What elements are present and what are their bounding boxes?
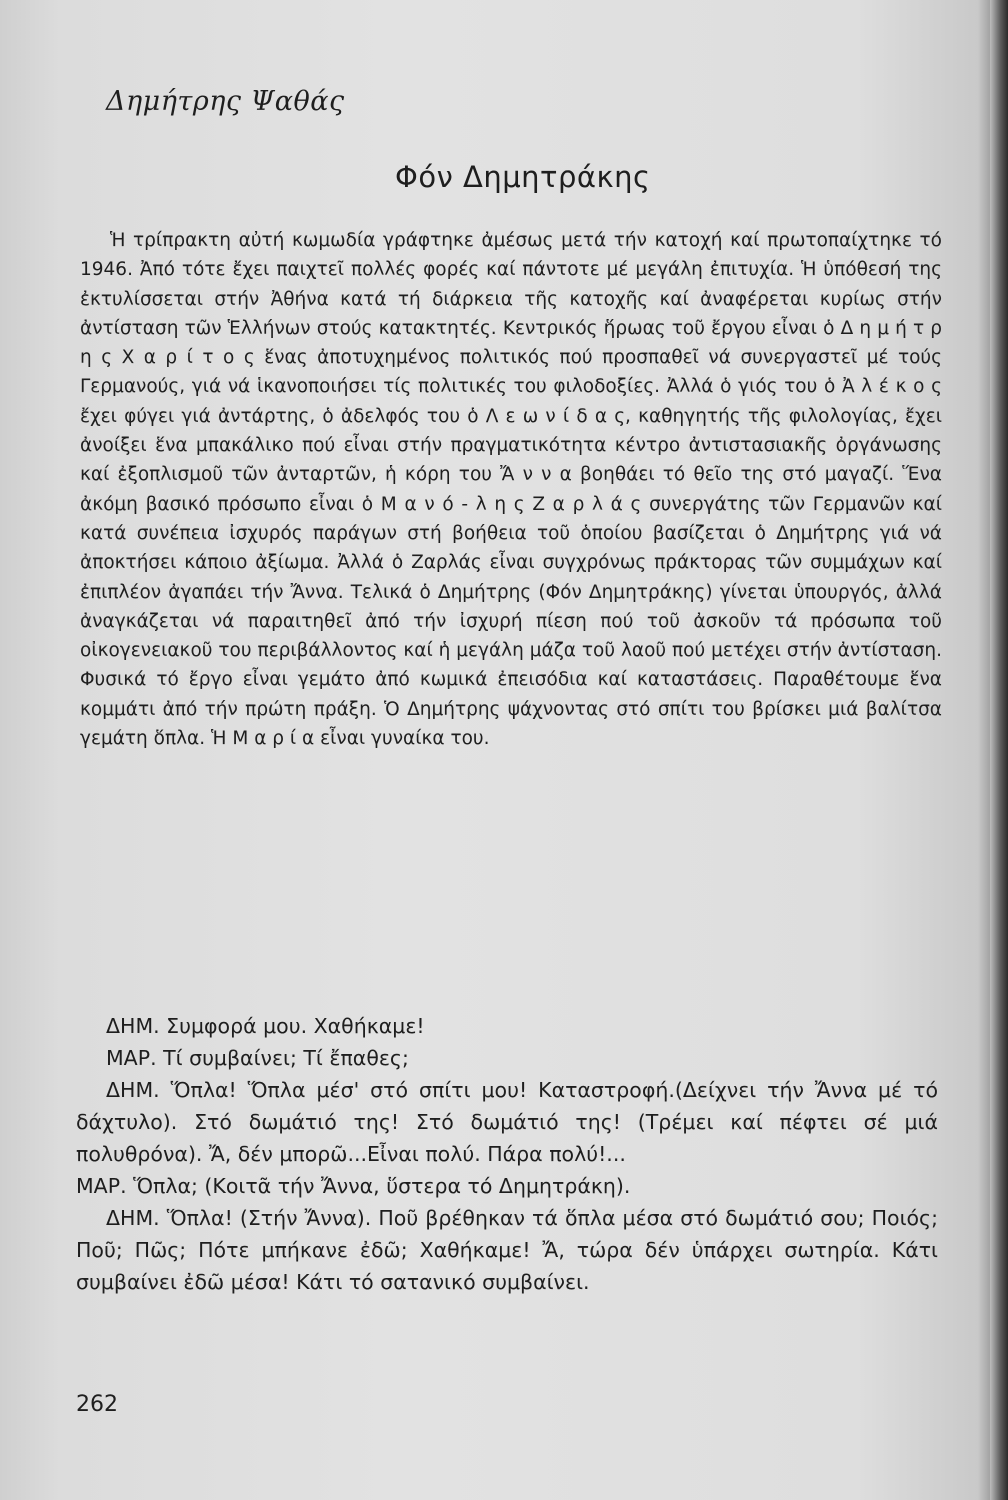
intro-section: [80, 226, 942, 753]
dialogue-line: ΜΑΡ. Τί συμβαίνει; Τί ἔπαθες;: [106, 1046, 409, 1070]
dialogue-section: [76, 1010, 938, 1298]
author-name: Δημήτρης Ψαθάς: [106, 86, 345, 117]
page-number: 262: [76, 1392, 118, 1417]
play-title: Φόν Δημητράκης: [395, 160, 651, 194]
dialogue-line: ΔΗΜ. Ὅπλα! (Στήν Ἄννα). Ποῦ βρέθηκαν τά ὅπλα μέσα στό δωμάτιό σου; Ποιός; Ποῦ; Πῶς; Πότε μπήκανε ἐδῶ; Χαθήκαμε! Ἄ, τώρα δέν ὑπάρχει σωτηρία. Κάτι συμβαίνει ἐδῶ μέσα! Κάτι τό σατανικό συμβαίνει.: [76, 1206, 938, 1294]
dialogue-line: ΔΗΜ. Συμφορά μου. Χαθήκαμε!: [106, 1014, 425, 1038]
dialogue-line: ΜΑΡ. Ὅπλα; (Κοιτᾶ τήν Ἄννα, ὕστερα τό Δημητράκη).: [76, 1174, 631, 1198]
dialogue-line: ΔΗΜ. Ὅπλα! Ὅπλα μέσ' στό σπίτι μου! Καταστροφή.(Δείχνει τήν Ἄννα μέ τό δάχτυλο). Στό δωμάτιό της! Στό δωμάτιό της! (Τρέμει καί πέφτει σέ μιά πολυθρόνα). Ἄ, δέν μπορῶ...Εἶναι πολύ. Πάρα πολύ!...: [76, 1078, 938, 1166]
intro-paragraph: Ἡ τρίπρακτη αὐτή κωμωδία γράφτηκε ἀμέσως μετά τήν κατοχή καί πρωτοπαίχτηκε τό 1946. Ἀπό τότε ἔχει παιχτεῖ πολλές φορές καί πάντοτε μέ μεγάλη ἐπιτυχία. Ἡ ὑπόθεσή της ἐκτυλίσσεται στήν Ἀθήνα κατά τή διάρκεια τῆς κατοχῆς καί ἀναφέρεται κυρίως στήν ἀντίσταση τῶν Ἑλλήνων στούς κατακτητές. Κεντρικός ἥρωας τοῦ ἔργου εἶναι ὁ Δ η μ ή τ ρ η ς Χ α ρ ί τ ο ς ἕνας ἀποτυχημένος πολιτικός πού προσπαθεῖ νά συνεργαστεῖ μέ τούς Γερμανούς, γιά νά ἱκανοποιήσει τίς πολιτικές του φιλοδοξίες. Ἀλλά ὁ γιός του ὁ Ἀ λ έ κ ο ς ἔχει φύγει γιά ἀντάρτης, ὁ ἀδελφός του ὁ Λ ε ω ν ί δ α ς, καθηγητής τῆς φιλολογίας, ἔχει ἀνοίξει ἕνα μπακάλικο πού εἶναι στήν πραγματικότητα κέντρο ἀντιστασιακῆς ὀργάνωσης καί ἐξοπλισμοῦ τῶν ἀνταρτῶν, ἡ κόρη του Ἄ ν ν α βοηθάει τό θεῖο της στό μαγαζί. Ἕνα ἀκόμη βασικό πρόσωπο εἶναι ὁ Μ α ν ό - λ η ς Ζ α ρ λ ά ς συνεργάτης τῶν Γερμανῶν καί κατά συνέπεια ἰσχυρός παράγων στή βοήθεια τοῦ ὁποίου βασίζεται ὁ Δημήτρης γιά νά ἀποκτήσει κάποιο ἀξίωμα. Ἀλλά ὁ Ζαρλάς εἶναι συγχρόνως πράκτορας τῶν συμμάχων καί ἐπιπλέον ἀγαπάει τήν Ἄννα. Τελικά ὁ Δημήτρης (Φόν Δημητράκης) γίνεται ὑπουργός, ἀλλά ἀναγκάζεται νά παραιτηθεῖ ἀπό τήν ἰσχυρή πίεση πού τοῦ ἀσκοῦν τά πρόσωπα τοῦ οἰκογενειακοῦ του περιβάλλοντος καί ἡ μεγάλη μάζα τοῦ λαοῦ πού μετέχει στήν ἀντίσταση. Φυσικά τό ἔργο εἶναι γεμάτο ἀπό κωμικά ἐπεισόδια καί καταστάσεις. Παραθέτουμε ἕνα κομμάτι ἀπό τήν πρώτη πράξη. Ὁ Δημήτρης ψάχνοντας στό σπίτι του βρίσκει μιά βαλίτσα γεμάτη ὅπλα. Ἡ Μ α ρ ί α εἶναι γυναίκα του.: [80, 230, 942, 750]
book-spine-shadow: [990, 0, 1008, 1500]
